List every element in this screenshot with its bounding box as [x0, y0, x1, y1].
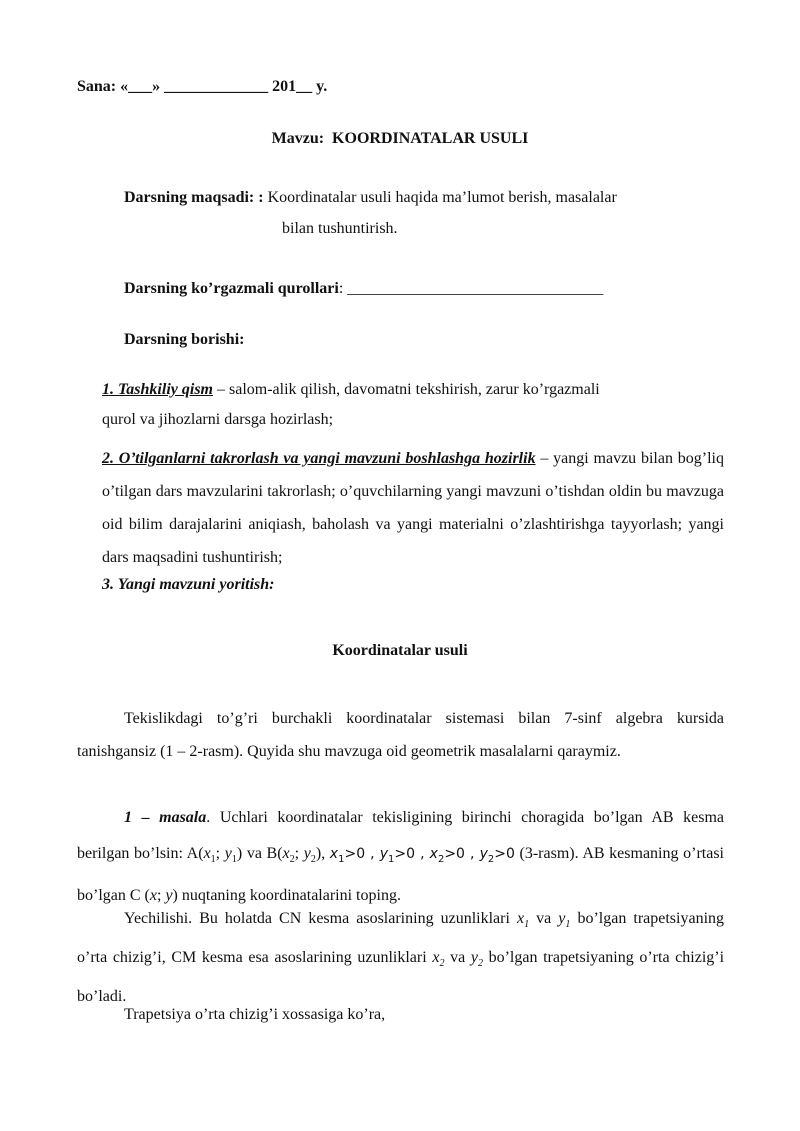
topic-label: Mavzu:	[271, 130, 325, 147]
tools-line	[124, 274, 603, 304]
p2-text-d: (3-rasm). AB kesmaning o’rtasi bo’lgan C (	[77, 845, 724, 905]
stage-1	[102, 375, 727, 435]
stage-1-title: 1. Tashkiliy qism	[102, 381, 213, 398]
problem-label: 1 – masala	[124, 809, 207, 826]
paragraph-3: Yechilishi. Bu holatda CN kesma asoslarining uzunliklari $x_1$ va $y_1$ bo’lgan trapetsiyaning o’rta chizig’i, CM kesma esa asoslarining uzunliklari $x_2$ va $y_2$ bo’lgan trapetsiyaning o’rta chizig’i bo’ladi.	[77, 910, 725, 1006]
topic-line	[0, 124, 800, 154]
stage-2	[102, 442, 724, 574]
paragraph-2: 1 – masala. Uchlari koordinatalar tekisligining birinchi choragida bo’lgan AB kesma berilgan bo’lsin: $A(x_1$; $y_1$) va $B(x_2$; $y_2$), $x_1>0$ , $y_1>0$ , $x_2>0$ , $y_2>0$ (3-rasm). AB kesmaning o’rtasi bo’lgan C (x; y) nuqtaning koordinatalarini toping.	[77, 809, 724, 905]
p2-text-a: . Uchlari koordinatalar tekisligining birinchi choragida bo’lgan AB kesma berilgan bo’lsin: A(	[77, 809, 724, 862]
paragraph-4: Trapetsiya o’rta chizig’i xossasiga ko’ra,	[124, 1006, 386, 1023]
progress-label: Darsning borishi:	[124, 331, 245, 348]
goal-line	[124, 183, 724, 213]
p3-text-d: va	[450, 949, 466, 967]
p2-text-e: ) nuqtaning koordinatalarini toping.	[172, 887, 401, 905]
goal-text: Koordinatalar usuli haqida ma’lumot berish, masalalar	[267, 189, 617, 206]
goal-text-cont: bilan tushuntirish.	[282, 220, 398, 237]
goal-label: Darsning maqsadi: :	[124, 189, 264, 206]
paragraph-1-text: Tekislikdagi to’g’ri burchakli koordinatalar sistemasi bilan 7-sinf algebra kursida tanishgansiz (1 – 2-rasm). Quyida shu mavzuga oid geometrik masalalarni qaraymiz.	[77, 710, 724, 760]
p3-text-c: bo’lgan trapetsiyaning o’rta chizig’i, CM kesma esa asoslarining uzunliklari	[77, 910, 725, 967]
section-title: Koordinatalar usuli	[332, 642, 468, 659]
stage-2-title: 2. O’tilganlarni takrorlash va yangi mavzuni boshlashga hozirlik	[102, 450, 536, 467]
tools-label: Darsning ko’rgazmali qurollari	[124, 280, 339, 297]
p2-text-b: ) va B(	[236, 845, 283, 862]
p3-text-e: bo’lgan trapetsiyaning o’rta chizig’i bo’ladi.	[77, 949, 725, 1006]
paragraph-1	[77, 702, 724, 768]
p3-text-b: va	[536, 910, 552, 927]
stage-3-title: 3. Yangi mavzuni yoritish:	[102, 576, 275, 593]
topic-title: KOORDINATALAR USULI	[332, 130, 529, 147]
positivity-conditions: $x_1>0$ , $y_1>0$ , $x_2>0$ , $y_2>0$	[329, 846, 515, 865]
stage-2-text: – yangi mavzu bilan bog’liq o’tilgan dars mavzularini takrorlash; o’quvchilarning yangi mavzuni o’tishdan oldin bu mavzuga oid bilim darajalarini aniqiash, baholash va yangi materialni o’zlashtirishga tayyorlash; yangi dars maqsadini tushuntirish;	[102, 450, 725, 566]
date-line: Sana: «___» _____________ 201__ y.	[77, 78, 328, 95]
stage-1-text-cont: qurol va jihozlarni darsga hozirlash;	[102, 411, 334, 428]
tools-blank: : ________________________________	[338, 280, 604, 297]
p3-text-a: Yechilishi. Bu holatda CN kesma asoslarining uzunliklari	[124, 910, 510, 927]
p2-text-c: ),	[315, 845, 326, 862]
stage-1-text: – salom-alik qilish, davomatni tekshirish, zarur ko’rgazmali	[212, 381, 600, 398]
